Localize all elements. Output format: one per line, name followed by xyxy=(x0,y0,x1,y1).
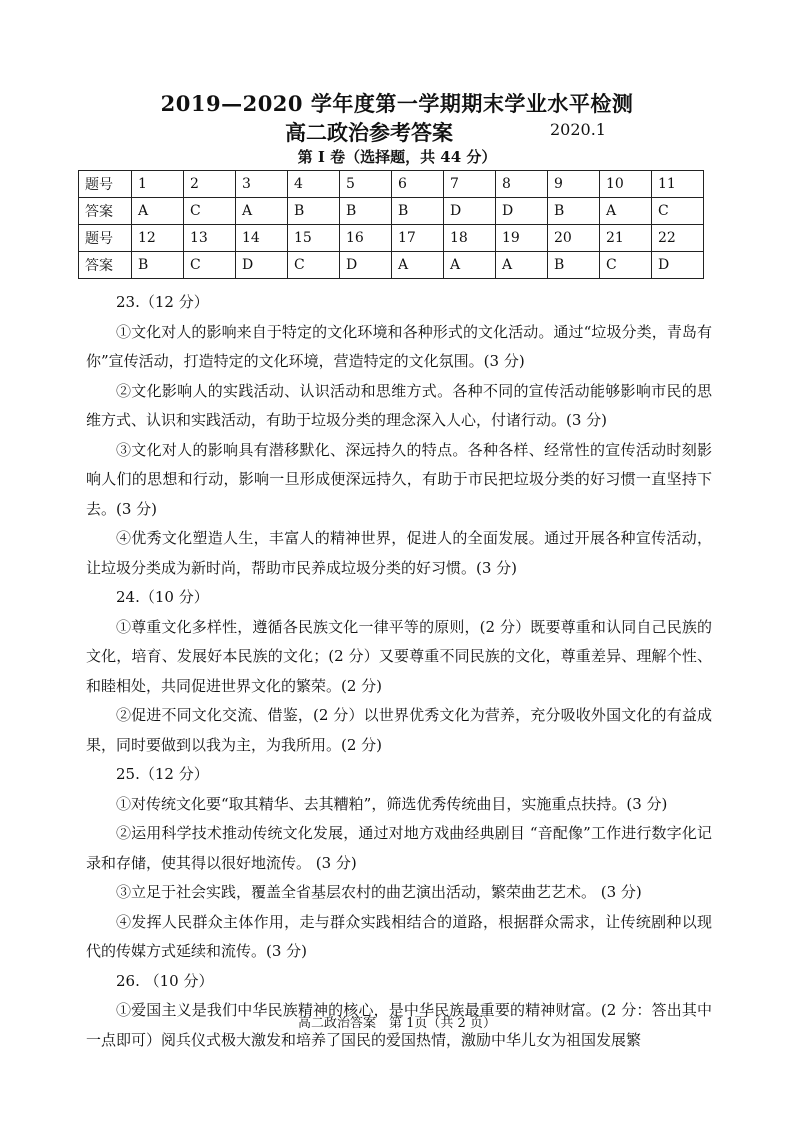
table-cell: A xyxy=(496,252,548,279)
table-cell: 11 xyxy=(652,171,704,198)
question-23-heading: 23.（12 分） xyxy=(116,293,209,311)
document-date: 2020.1 xyxy=(550,120,606,139)
table-cell: 13 xyxy=(184,225,236,252)
page-footer: 高二政治答案 第 1页（共 2 页） xyxy=(298,1016,496,1031)
question-23-point-2: ②文化影响人的实践活动、认识活动和思维方式。各种不同的宣传活动能够影响市民的思维方式、认识和实践活动，有助于垃圾分类的理念深入人心，付诸行动。(3 分) xyxy=(86,381,712,429)
table-cell: A xyxy=(444,252,496,279)
table-cell: 8 xyxy=(496,171,548,198)
question-25-point-4: ④发挥人民群众主体作用，走与群众实践相结合的道路，根据群众需求，让传统剧种以现代的传媒方式延续和流传。(3 分) xyxy=(86,912,712,960)
table-cell: 15 xyxy=(288,225,340,252)
table-cell: 题号 xyxy=(79,171,132,198)
table-cell: 1 xyxy=(132,171,184,198)
table-cell: 12 xyxy=(132,225,184,252)
table-row xyxy=(79,198,704,225)
table-cell: A xyxy=(236,198,288,225)
table-cell: A xyxy=(600,198,652,225)
table-cell: A xyxy=(392,252,444,279)
question-24-point-2: ②促进不同文化交流、借鉴，(2 分）以世界优秀文化为营养，充分吸收外国文化的有益成果，同时要做到以我为主，为我所用。(2 分) xyxy=(86,706,712,754)
table-cell: B xyxy=(340,198,392,225)
table-cell: 4 xyxy=(288,171,340,198)
table-cell: C xyxy=(288,252,340,279)
question-25-point-2: ②运用科学技术推动传统文化发展，通过对地方戏曲经典剧目 “音配像”工作进行数字化记录和存储，使其得以很好地流传。 (3 分) xyxy=(86,824,712,872)
question-25-heading: 25.（12 分） xyxy=(116,765,209,783)
table-cell: 22 xyxy=(652,225,704,252)
table-cell: 7 xyxy=(444,171,496,198)
question-23-point-1: ①文化对人的影响来自于特定的文化环境和各种形式的文化活动。通过“垃圾分类，青岛有你”宣传活动，打造特定的文化环境，营造特定的文化氛围。(3 分) xyxy=(86,322,712,370)
table-cell: 16 xyxy=(340,225,392,252)
table-cell: C xyxy=(184,198,236,225)
table-cell: 18 xyxy=(444,225,496,252)
question-26-heading: 26. （10 分） xyxy=(116,971,214,990)
table-cell: D xyxy=(496,198,548,225)
table-cell: A xyxy=(132,198,184,225)
table-cell: D xyxy=(444,198,496,225)
table-cell: 答案 xyxy=(79,198,132,225)
answer-content xyxy=(86,288,712,1055)
question-24-point-1: ①尊重文化多样性，遵循各民族文化一律平等的原则，(2 分）既要尊重和认同自己民族的文化，培育、发展好本民族的文化；(2 分）又要尊重不同民族的文化，尊重差异、理解个性、和睦相处，共同促进世界文化的繁荣。(2 分) xyxy=(86,617,712,695)
question-25-point-1: ①对传统文化要“取其精华、去其糟粕”，筛选优秀传统曲目，实施重点扶持。(3 分) xyxy=(116,794,668,813)
table-cell: 答案 xyxy=(79,252,132,279)
table-cell: 20 xyxy=(548,225,600,252)
section-title: 第 I 卷（选择题，共 44 分） xyxy=(297,148,497,166)
document-title: 2019—2020 学年度第一学期期末学业水平检测 xyxy=(160,91,634,116)
table-cell: 10 xyxy=(600,171,652,198)
table-cell: 3 xyxy=(236,171,288,198)
table-cell: B xyxy=(548,198,600,225)
table-cell: D xyxy=(340,252,392,279)
table-cell: 19 xyxy=(496,225,548,252)
table-cell: C xyxy=(652,198,704,225)
table-cell: B xyxy=(132,252,184,279)
table-cell: C xyxy=(600,252,652,279)
answer-table xyxy=(78,170,704,279)
table-cell: B xyxy=(392,198,444,225)
table-cell: C xyxy=(184,252,236,279)
table-cell: D xyxy=(236,252,288,279)
question-25-point-3: ③立足于社会实践，覆盖全省基层农村的曲艺演出活动，繁荣曲艺艺术。 (3 分) xyxy=(116,883,642,901)
table-cell: 14 xyxy=(236,225,288,252)
question-24-heading: 24.（10 分） xyxy=(116,588,209,606)
table-cell: 5 xyxy=(340,171,392,198)
question-23-point-4: ④优秀文化塑造人生，丰富人的精神世界，促进人的全面发展。通过开展各种宣传活动，让垃圾分类成为新时尚，帮助市民养成垃圾分类的好习惯。(3 分) xyxy=(86,529,712,577)
table-cell: 2 xyxy=(184,171,236,198)
table-cell: D xyxy=(652,252,704,279)
table-row xyxy=(79,171,704,198)
table-cell: B xyxy=(288,198,340,225)
table-cell: 6 xyxy=(392,171,444,198)
document-subject: 高二政治参考答案 xyxy=(285,120,453,145)
question-23-point-3: ③文化对人的影响具有潜移默化、深远持久的特点。各种各样、经常性的宣传活动时刻影响人们的思想和行动，影响一旦形成便深远持久，有助于市民把垃圾分类的好习惯一直坚持下去。(3 分) xyxy=(86,440,712,518)
table-cell: 21 xyxy=(600,225,652,252)
table-cell: B xyxy=(548,252,600,279)
table-cell: 9 xyxy=(548,171,600,198)
question-26-point-1: ①爱国主义是我们中华民族精神的核心，是中华民族最重要的精神财富。(2 分：答出其中一点即可）阅兵仪式极大激发和培养了国民的爱国热情，激励中华儿女为祖国发展繁 xyxy=(86,1001,712,1049)
table-row xyxy=(79,225,704,252)
table-cell: 题号 xyxy=(79,225,132,252)
table-cell: 17 xyxy=(392,225,444,252)
table-row xyxy=(79,252,704,279)
